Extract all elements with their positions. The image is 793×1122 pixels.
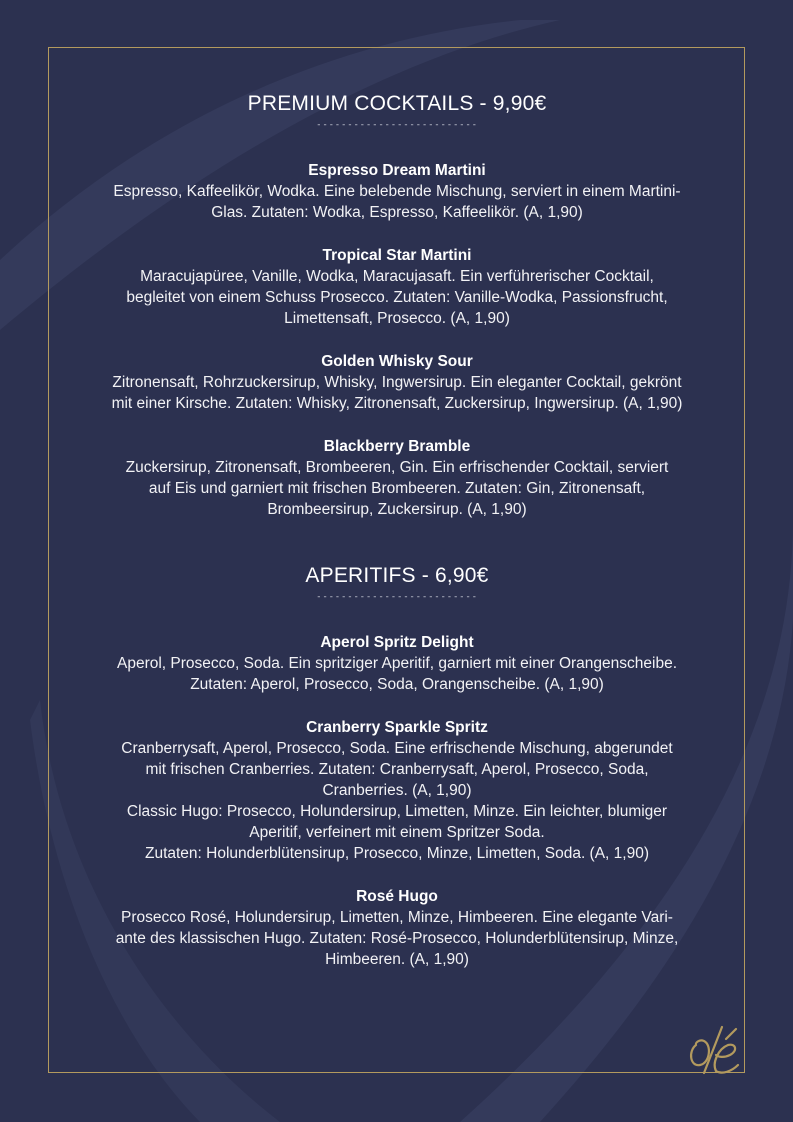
item-name: Cranberry Sparkle Spritz	[306, 719, 488, 736]
desc-line: Brombeersirup, Zuckersirup. (A, 1,90)	[267, 501, 527, 518]
item-name: Golden Whisky Sour	[321, 353, 473, 370]
desc-line: Zutaten: Holunderblütensirup, Prosecco, Minze, Limetten, Soda. (A, 1,90)	[144, 845, 649, 862]
desc-line: Cranberrysaft, Aperol, Prosecco, Soda. Eine erfrischende Mischung, abgerundet	[121, 740, 673, 757]
item-description	[72, 653, 722, 695]
desc-line: Zutaten: Aperol, Prosecco, Soda, Orangenscheibe. (A, 1,90)	[190, 676, 604, 693]
desc-line: Limettensaft, Prosecco. (A, 1,90)	[284, 310, 510, 327]
desc-line: Prosecco Rosé, Holundersirup, Limetten, Minze, Himbeeren. Eine elegante Vari-	[121, 909, 673, 926]
menu-item	[72, 632, 722, 695]
item-name: Aperol Spritz Delight	[320, 634, 474, 651]
item-description	[72, 457, 722, 520]
section-title: APERITIFS - 6,90€	[305, 564, 489, 587]
desc-line: auf Eis und garniert mit frischen Brombeeren. Zutaten: Gin, Zitronensaft,	[148, 480, 646, 497]
menu-item	[72, 886, 722, 970]
menu-item	[72, 160, 722, 223]
desc-line: Glas. Zutaten: Wodka, Espresso, Kaffeelikör. (A, 1,90)	[211, 204, 583, 221]
item-name: Espresso Dream Martini	[308, 162, 486, 179]
section-title: PREMIUM COCKTAILS - 9,90€	[247, 92, 547, 115]
desc-line: mit frischen Cranberries. Zutaten: Cranberrysaft, Aperol, Prosecco, Soda,	[145, 761, 649, 778]
item-description	[72, 372, 722, 414]
desc-line: Classic Hugo: Prosecco, Holundersirup, Limetten, Minze. Ein leichter, blumiger	[126, 803, 668, 820]
section-premium-cocktails	[72, 90, 722, 520]
item-description	[72, 907, 722, 970]
desc-line: Aperol, Prosecco, Soda. Ein spritziger Aperitif, garniert mit einer Orangenscheibe.	[117, 655, 677, 672]
section-divider: --------------------------	[316, 120, 478, 130]
desc-line: Aperitif, verfeinert mit einem Spritzer Soda.	[249, 824, 545, 841]
menu-item	[72, 245, 722, 329]
desc-line: Zuckersirup, Zitronensaft, Brombeeren, Gin. Ein erfrischender Cocktail, serviert	[125, 459, 669, 476]
desc-line: Cranberries. (A, 1,90)	[322, 782, 472, 799]
desc-line: begleitet von einem Schuss Prosecco. Zutaten: Vanille-Wodka, Passionsfrucht,	[126, 289, 668, 306]
monogram-logo-icon	[682, 1015, 752, 1085]
menu-content	[72, 90, 722, 970]
menu-item	[72, 351, 722, 414]
section-aperitifs	[72, 562, 722, 970]
desc-line: Himbeeren. (A, 1,90)	[325, 951, 469, 968]
item-description	[72, 266, 722, 329]
desc-line: mit einer Kirsche. Zutaten: Whisky, Zitronensaft, Zuckersirup, Ingwersirup. (A, 1,90)	[111, 395, 683, 412]
desc-line: Maracujapüree, Vanille, Wodka, Maracujasaft. Ein verführerischer Cocktail,	[140, 268, 654, 285]
item-name: Tropical Star Martini	[322, 247, 472, 264]
item-name: Rosé Hugo	[356, 888, 438, 905]
item-name: Blackberry Bramble	[323, 438, 471, 455]
desc-line: Zitronensaft, Rohrzuckersirup, Whisky, Ingwersirup. Ein eleganter Cocktail, gekrönt	[112, 374, 682, 391]
item-description	[72, 181, 722, 223]
desc-line: Espresso, Kaffeelikör, Wodka. Eine belebende Mischung, serviert in einem Martini-	[113, 183, 681, 200]
menu-item	[72, 717, 722, 864]
desc-line: ante des klassischen Hugo. Zutaten: Rosé-Prosecco, Holunderblütensirup, Minze,	[115, 930, 679, 947]
item-description	[72, 738, 722, 864]
menu-item	[72, 436, 722, 520]
section-divider: --------------------------	[316, 592, 478, 602]
